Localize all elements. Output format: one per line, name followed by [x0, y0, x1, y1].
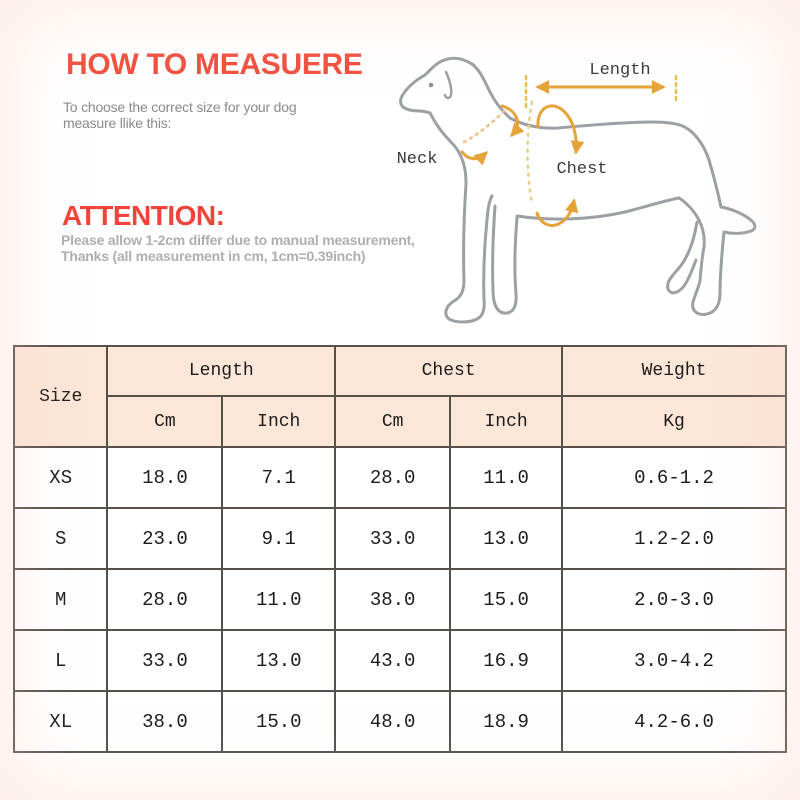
length-inch-header: Inch [222, 396, 335, 447]
subtitle-line-2: measure llike this: [63, 115, 172, 131]
table-row-m [14, 569, 786, 630]
chest-dotted-guide [528, 102, 533, 204]
attention-title: ATTENTION: [62, 200, 225, 231]
weight-kg-cell: 2.0-3.0 [562, 569, 786, 630]
size-cell: XS [14, 447, 107, 508]
size-cell: M [14, 569, 107, 630]
table-header-group-row [14, 346, 786, 396]
table-row-xl [14, 691, 786, 752]
chest-group-header: Chest [335, 346, 562, 396]
chest-bottom-arc-arrow [537, 201, 574, 225]
dog-belly-path [517, 198, 679, 219]
chest-cm-cell: 48.0 [335, 691, 450, 752]
neck-label: Neck [396, 150, 438, 169]
length-cm-cell: 33.0 [107, 630, 222, 691]
length-cm-cell: 18.0 [107, 447, 222, 508]
attention-line-1: Please allow 1-2cm differ due to manual measurement, [61, 232, 415, 248]
size-cell: S [14, 508, 107, 569]
chest-inch-header: Inch [450, 396, 562, 447]
length-inch-cell: 13.0 [222, 630, 335, 691]
chest-cm-cell: 33.0 [335, 508, 450, 569]
size-cell: XL [14, 691, 107, 752]
length-cm-cell: 23.0 [107, 508, 222, 569]
attention-note [61, 233, 415, 264]
length-inch-cell: 11.0 [222, 569, 335, 630]
length-inch-cell: 7.1 [222, 447, 335, 508]
table-row-l [14, 630, 786, 691]
how-to-measure-subtitle [63, 99, 296, 131]
length-cm-cell: 38.0 [107, 691, 222, 752]
weight-kg-cell: 4.2-6.0 [562, 691, 786, 752]
table-row-s [14, 508, 786, 569]
neck-arc-arrow [462, 152, 486, 159]
weight-kg-cell: 1.2-2.0 [562, 508, 786, 569]
dog-ear-path [445, 72, 451, 98]
length-group-header: Length [107, 346, 335, 396]
chest-label: Chest [556, 160, 608, 179]
measurement-arrows [462, 87, 663, 225]
chest-inch-cell: 13.0 [450, 508, 562, 569]
chest-cm-cell: 43.0 [335, 630, 450, 691]
size-table [13, 345, 787, 752]
weight-group-header: Weight [562, 346, 786, 396]
dog-outline-drawing [401, 58, 755, 322]
length-label: Length [589, 61, 651, 80]
size-cell: L [14, 630, 107, 691]
dog-muzzle-throat-frontleg-path [401, 96, 492, 322]
dog-far-hind-leg-path [668, 222, 697, 293]
chest-inch-cell: 11.0 [450, 447, 562, 508]
chest-cm-header: Cm [335, 396, 450, 447]
chest-cm-cell: 28.0 [335, 447, 450, 508]
size-column-header: Size [14, 346, 107, 447]
length-cm-cell: 28.0 [107, 569, 222, 630]
dog-far-front-leg-path [493, 206, 517, 313]
chest-inch-cell: 18.9 [450, 691, 562, 752]
table-row-xs [14, 447, 786, 508]
how-to-measure-title: HOW TO MEASUERE [66, 48, 363, 81]
weight-kg-cell: 3.0-4.2 [562, 630, 786, 691]
table-header-unit-row [14, 396, 786, 447]
dog-eye-dot [429, 83, 434, 88]
neck-dotted-guide [464, 108, 507, 142]
weight-kg-header: Kg [562, 396, 786, 447]
weight-kg-cell: 0.6-1.2 [562, 447, 786, 508]
chest-cm-cell: 38.0 [335, 569, 450, 630]
dog-head-back-tail-hindleg-path [402, 58, 755, 314]
dog-measurement-diagram [380, 30, 800, 340]
subtitle-line-1: To choose the correct size for your dog [63, 99, 297, 115]
length-inch-cell: 9.1 [222, 508, 335, 569]
chest-inch-cell: 16.9 [450, 630, 562, 691]
attention-line-2: Thanks (all measurement in cm, 1cm=0.39inch) [61, 247, 366, 264]
length-cm-header: Cm [107, 396, 222, 447]
length-inch-cell: 15.0 [222, 691, 335, 752]
chest-inch-cell: 15.0 [450, 569, 562, 630]
